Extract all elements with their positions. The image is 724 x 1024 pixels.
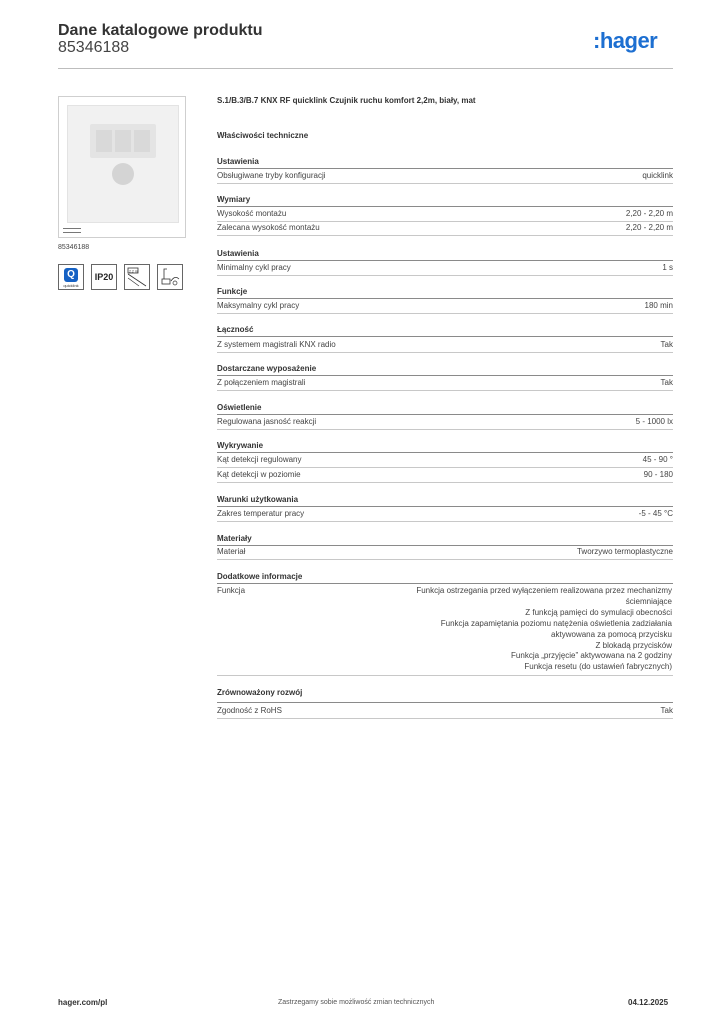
function-line: Funkcja ostrzegania przed wyłączeniem realizowana przez mechanizmy <box>416 586 672 595</box>
quicklink-icon: Q quicklink <box>58 264 84 290</box>
group-title: Zrównoważony rozwój <box>217 688 303 697</box>
spec-key: Kąt detekcji regulowany <box>217 455 302 464</box>
spec-value-multiline <box>342 586 672 673</box>
spec-key: Zalecana wysokość montażu <box>217 223 320 232</box>
group-divider <box>217 452 673 453</box>
spec-key: Z połączeniem magistrali <box>217 378 306 387</box>
spec-key: Funkcja <box>217 586 246 595</box>
group-title: Funkcje <box>217 287 248 296</box>
feature-icons <box>58 264 183 290</box>
group-title: Dostarczane wyposażenie <box>217 364 317 373</box>
function-line: Z funkcją pamięci do symulacji obecności <box>525 607 672 617</box>
spec-value: 2,20 - 2,20 m <box>625 223 673 232</box>
product-code: 85346188 <box>58 39 130 56</box>
row-divider <box>217 521 673 522</box>
sensor-lens <box>90 124 156 158</box>
spec-value: -5 - 45 °C <box>638 509 673 518</box>
spec-value: 5 - 1000 lx <box>635 417 673 426</box>
spec-value: quicklink <box>642 171 673 180</box>
sensor-button <box>112 163 134 185</box>
spec-key: Z systemem magistrali KNX radio <box>217 340 336 349</box>
group-divider <box>217 583 673 584</box>
svg-text:2.2 m: 2.2 m <box>129 269 138 274</box>
group-divider <box>217 506 673 507</box>
group-divider <box>217 206 673 207</box>
function-line: aktywowana za pomocą przycisku <box>551 629 672 639</box>
header-divider <box>58 68 673 69</box>
row-divider <box>217 183 673 184</box>
group-title: Oświetlenie <box>217 403 262 412</box>
group-divider <box>217 336 673 337</box>
function-line: ściemniające <box>625 596 672 606</box>
group-title: Warunki użytkowania <box>217 495 299 504</box>
row-divider <box>217 482 673 483</box>
footer-disclaimer: Zastrzegamy sobie możliwość zmian technicznych <box>278 999 435 1006</box>
row-divider <box>217 675 673 676</box>
spec-value: 2,20 - 2,20 m <box>625 209 673 218</box>
row-divider <box>217 221 673 222</box>
ip20-icon: IP20 <box>91 264 117 290</box>
spec-key: Minimalny cykl pracy <box>217 263 291 272</box>
scale-icon <box>63 228 81 233</box>
row-divider <box>217 275 673 276</box>
spec-value: Tak <box>660 340 673 349</box>
group-title: Wymiary <box>217 195 251 204</box>
spec-key: Kąt detekcji w poziomie <box>217 470 301 479</box>
spec-key: Wysokość montażu <box>217 209 287 218</box>
footer-date: 04.12.2025 <box>628 998 669 1007</box>
spec-value: 180 min <box>644 301 673 310</box>
group-divider <box>217 260 673 261</box>
detection-angle-icon <box>157 264 183 290</box>
product-image <box>58 96 186 238</box>
group-divider <box>217 298 673 299</box>
row-divider <box>217 429 673 430</box>
function-line: Funkcja resetu (do ustawień fabrycznych) <box>524 662 672 672</box>
function-line: Funkcja „przyjęcie” aktywowana na 2 godziny <box>511 651 672 661</box>
row-divider <box>217 313 673 314</box>
spec-value: 1 s <box>662 263 673 272</box>
group-divider <box>217 545 673 546</box>
image-product-code: 85346188 <box>58 244 90 251</box>
section-title: Właściwości techniczne <box>217 131 309 140</box>
spec-key: Zakres temperatur pracy <box>217 509 305 518</box>
group-title: Łączność <box>217 325 254 334</box>
row-divider <box>217 235 673 236</box>
row-divider <box>217 467 673 468</box>
row-divider <box>217 559 673 560</box>
group-title: Materiały <box>217 534 252 543</box>
hager-logo: :hager <box>593 28 658 53</box>
group-title: Dodatkowe informacje <box>217 572 303 581</box>
group-divider <box>217 702 673 703</box>
spec-key: Obsługiwane tryby konfiguracji <box>217 171 326 180</box>
spec-value: Tworzywo termoplastyczne <box>576 547 673 556</box>
spec-key: Regulowana jasność reakcji <box>217 417 317 426</box>
group-divider <box>217 168 673 169</box>
spec-value: Tak <box>660 706 673 715</box>
page-title: Dane katalogowe produktu <box>58 22 263 39</box>
product-title: S.1/B.3/B.7 KNX RF quicklink Czujnik ruchu komfort 2,2m, biały, mat <box>217 96 476 105</box>
spec-value: 90 - 180 <box>643 470 673 479</box>
row-divider <box>217 352 673 353</box>
group-divider <box>217 375 673 376</box>
sensor-plate <box>67 105 179 223</box>
row-divider <box>217 718 673 719</box>
function-line: Z blokadą przycisków <box>595 640 672 650</box>
group-title: Ustawienia <box>217 249 259 258</box>
row-divider <box>217 390 673 391</box>
function-line: Funkcja zapamiętania poziomu natężenia oświetlenia zadziałania <box>440 618 672 628</box>
spec-key: Zgodność z RoHS <box>217 706 282 715</box>
spec-key: Materiał <box>217 547 246 556</box>
group-divider <box>217 414 673 415</box>
footer-website-link[interactable]: hager.com/pl <box>58 998 108 1007</box>
spec-value: Tak <box>660 378 673 387</box>
group-title: Ustawienia <box>217 157 259 166</box>
spec-value: 45 - 90 ° <box>642 455 673 464</box>
spec-key: Maksymalny cykl pracy <box>217 301 300 310</box>
group-title: Wykrywanie <box>217 441 264 450</box>
mounting-height-icon <box>124 264 150 290</box>
